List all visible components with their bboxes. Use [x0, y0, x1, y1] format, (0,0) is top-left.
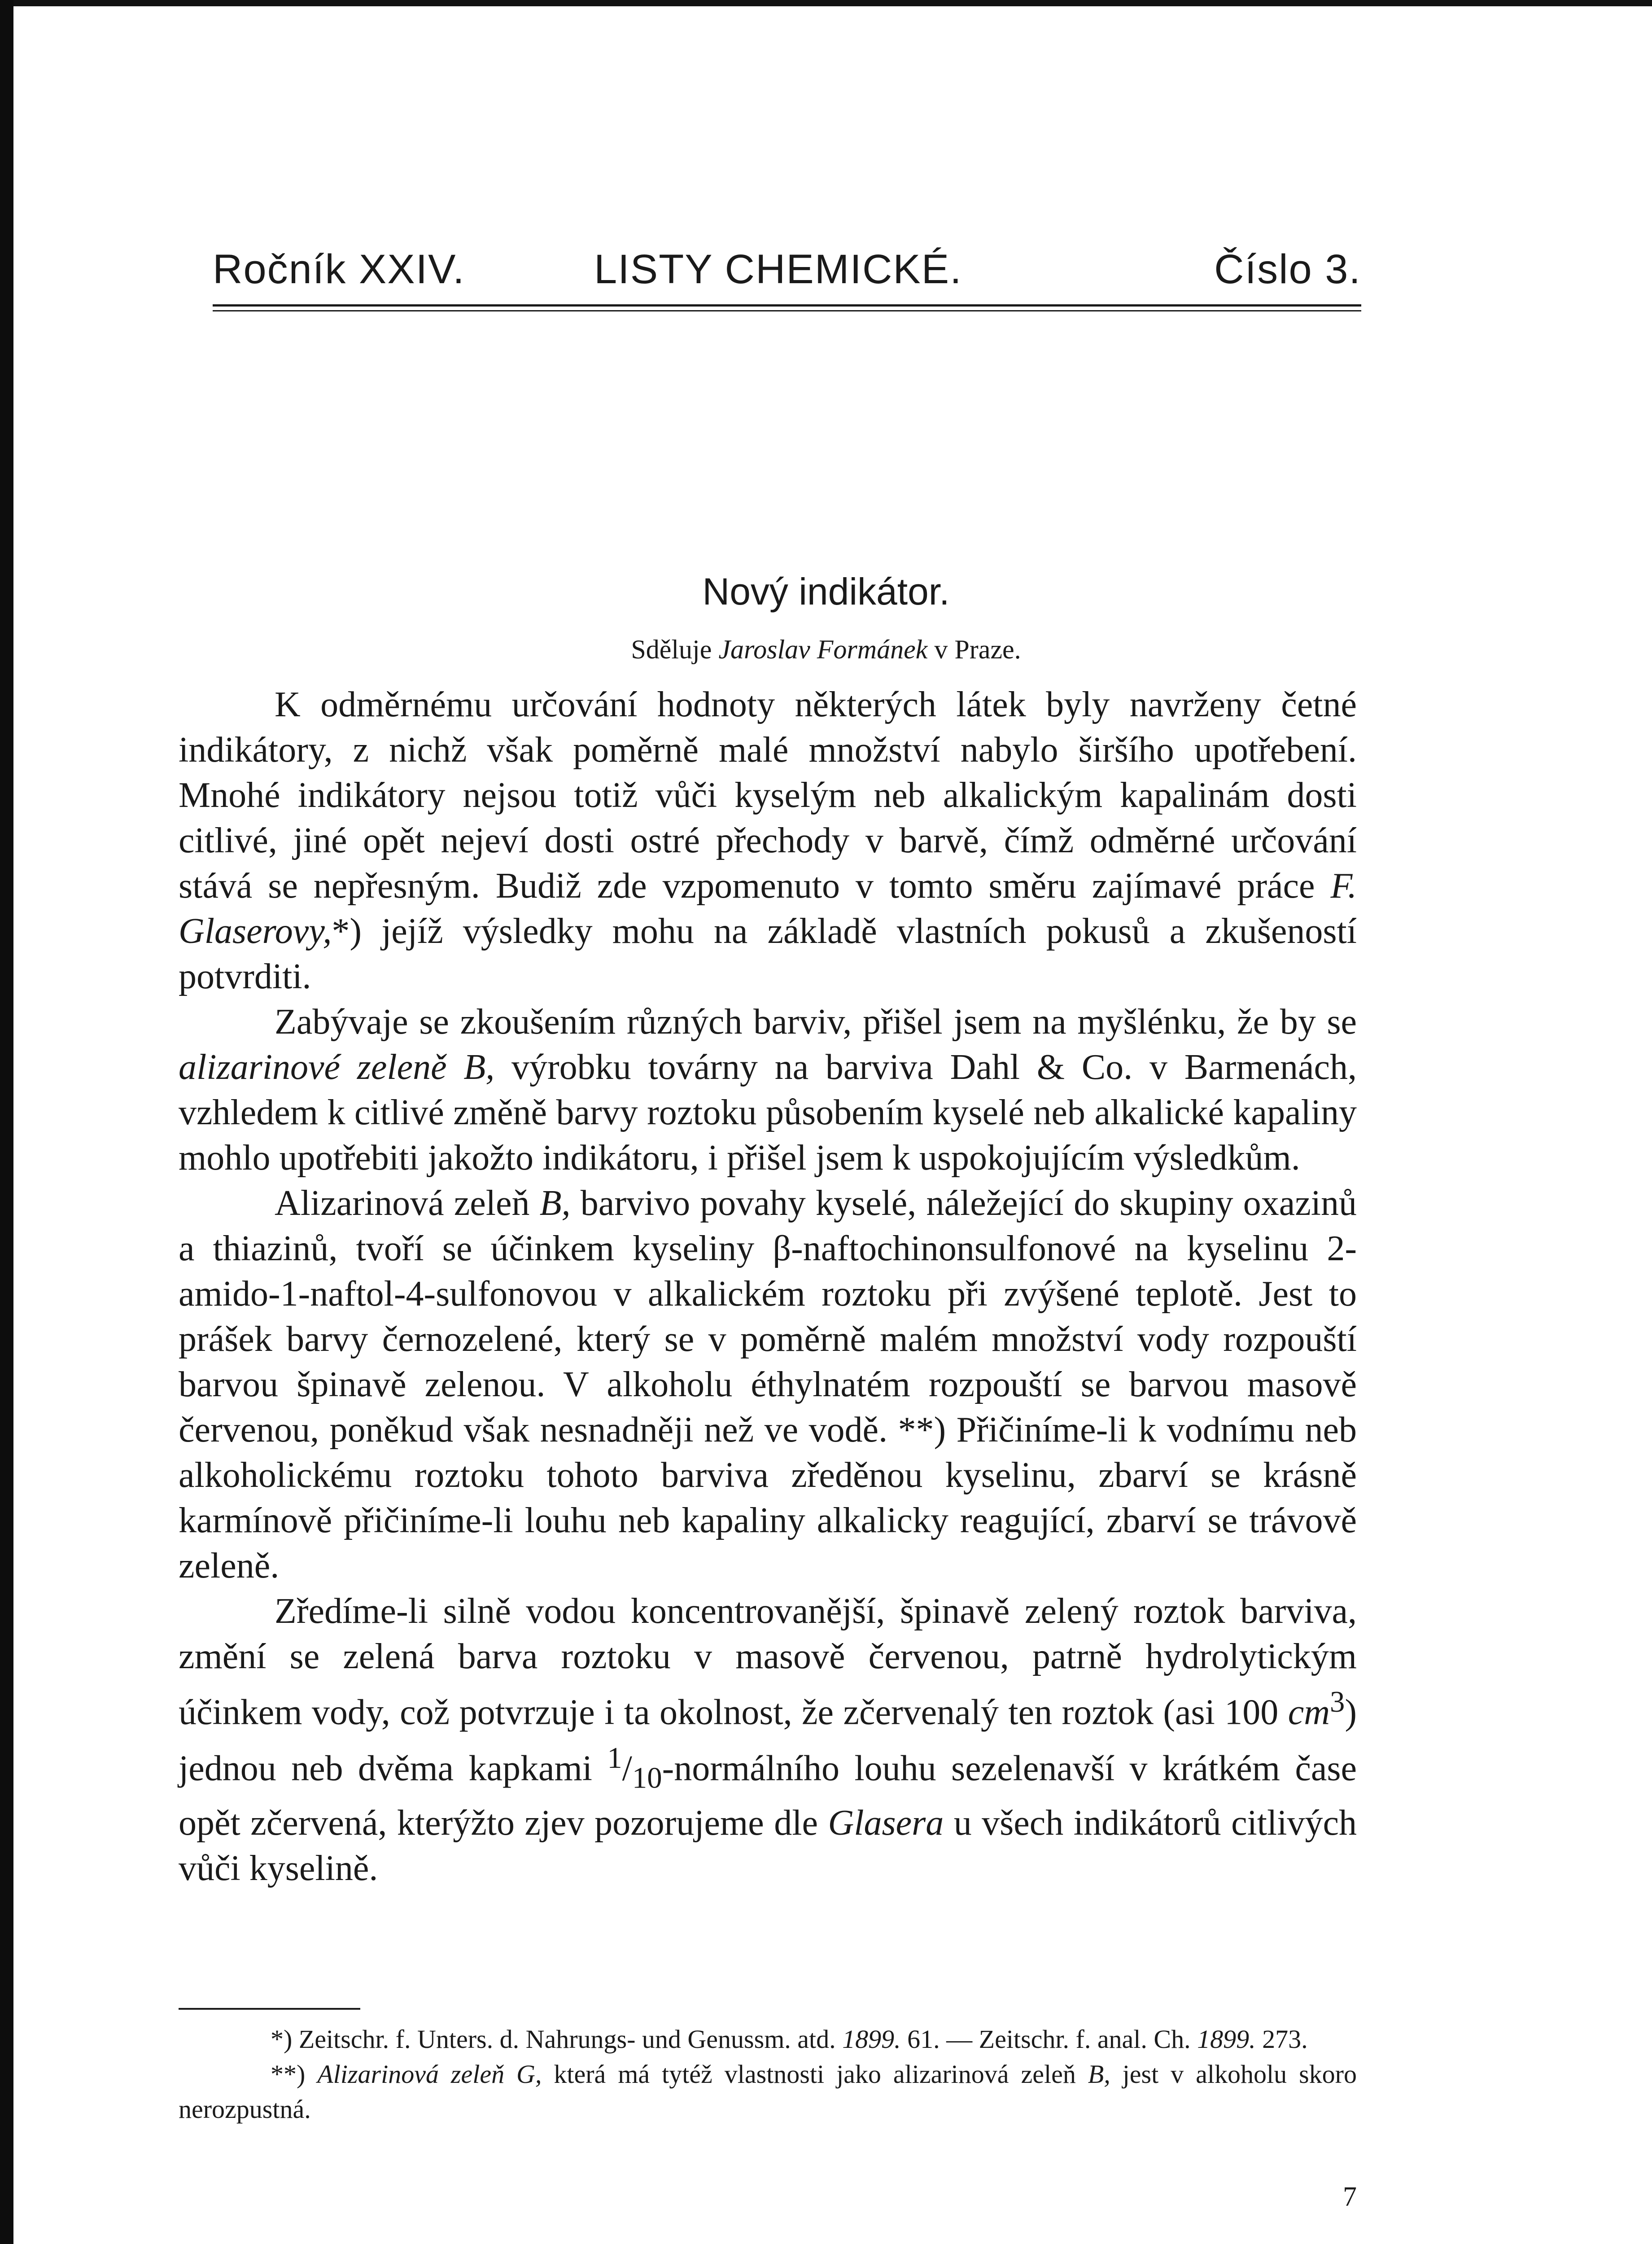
p4-italic: Glasera [828, 1803, 944, 1843]
p3-italic: B, [539, 1183, 571, 1223]
article-byline [0, 634, 1652, 665]
byline-suffix: v Praze. [927, 635, 1021, 664]
running-header [213, 246, 1361, 304]
article-title: Nový indikátor. [702, 570, 950, 613]
fn1-year-1: 1899. [842, 2025, 901, 2054]
p4-text-a: Zředíme-li silně vodou koncentrovanější, špinavě zelený roztok barviva, změní se zelená barva roztoku v masově červenou, patrně hydrolytickým účinkem vody, což potvrzuje i ta okolnost, že zčervenalý ten roztok (asi 100 [179, 1591, 1357, 1732]
p4-unit-exponent: 3 [1330, 1686, 1345, 1718]
p2-italic: alizarinové zeleně B, [179, 1047, 495, 1087]
header-rule-bottom [213, 310, 1361, 311]
paragraph-1 [179, 682, 1357, 999]
p4-text-d: u všech indikátorů citlivých vůči kyselině. [179, 1803, 1357, 1889]
p1-text-a: K odměrnému určování hodnoty některých látek byly navrženy četné indikátory, z nichž však poměrně malé množství nabylo širšího upotřebení. Mnohé indikátory nejsou totiž vůči kyselým neb alkalickým kapalinám dosti citlivé, jiné opět nejeví dosti ostré přechody v barvě, čímž odměrné určování stává se nepřesným. Budiž zde vzpomenuto v tomto směru zajímavé práce [179, 685, 1357, 906]
header-rule-top [213, 304, 1361, 307]
scan-edge-top [0, 0, 1652, 6]
p2-text-a: Zabývaje se zkoušením různých barviv, přišel jsem na myšlénku, že by se [275, 1002, 1357, 1042]
fn2-text-b: která má tytéž vlastnosti jako alizarinová zeleň [542, 2060, 1088, 2089]
fn2-italic-2: B, [1088, 2060, 1110, 2089]
fn1-year-2: 1899. [1197, 2025, 1256, 2054]
fn2-italic-1: Alizarinová zeleň G, [317, 2060, 542, 2089]
fn2-text-a: **) [271, 2060, 318, 2089]
p3-text-a: Alizarinová zeleň [275, 1183, 540, 1223]
byline-author: Jaroslav Formánek [718, 635, 928, 664]
fn1-text-a: *) Zeitschr. f. Unters. d. Nahrungs- und Genussm. atd. [271, 2025, 843, 2054]
footnotes [179, 2022, 1357, 2127]
p4-fraction-denominator: 10 [632, 1762, 662, 1795]
p1-text-b: *) jejíž výsledky mohu na základě vlastních pokusů a zkušeností potvrditi. [179, 912, 1357, 996]
footnote-separator [179, 2008, 360, 2010]
scan-edge-left [0, 0, 13, 2244]
article-body [179, 682, 1357, 1891]
p4-fraction-numerator: 1 [607, 1741, 622, 1775]
header-issue: Číslo 3. [1214, 246, 1361, 292]
paragraph-2 [179, 999, 1357, 1181]
fn1-text-b: 61. — Zeitschr. f. anal. Ch. [900, 2025, 1197, 2054]
p1-italic: F. Glaserovy, [179, 866, 1357, 951]
header-journal-title: LISTY CHEMICKÉ. [594, 246, 962, 292]
footnote-1 [179, 2022, 1357, 2057]
byline-prefix: Sděluje [631, 635, 719, 664]
header-volume: Ročník XXIV. [213, 246, 465, 292]
p2-text-b: výrobku továrny na barviva Dahl & Co. v Barmenách, vzhledem k citlivé změně barvy roztoku působením kyselé neb alkalické kapaliny mohlo upotřebiti jakožto indikátoru, i přišel jsem k uspokojujícím výsledkům. [179, 1047, 1357, 1178]
fn1-text-c: 273. [1255, 2025, 1308, 2054]
footnote-2 [179, 2057, 1357, 2127]
p4-unit: cm [1288, 1692, 1330, 1732]
p3-text-b: barvivo povahy kyselé, náležející do skupiny oxazinů a thiazinů, tvoří se účinkem kyseliny β-naftochinonsulfonové na kyselinu 2-amido-1-naftol-4-sulfonovou v alkalickém roztoku při zvýšené teplotě. Jest to prášek barvy černozelené, který se v poměrně malém množství vody rozpouští barvou špinavě zelenou. V alkoholu éthylnatém rozpouští se barvou masově červenou, poněkud však nesnadněji než ve vodě. **) Přičiníme-li k vodnímu neb alkoholickému roztoku tohoto barviva zředěnou kyselinu, zbarví se krásně karmínově přičiníme-li louhu neb kapaliny alkalicky reagující, zbarví se trávově zeleně. [179, 1183, 1357, 1586]
paragraph-4: Zředíme-li silně vodou koncentrovanější, špinavě zelený roztok barviva, změní se zelená barva roztoku v masově červenou, patrně hydrolytickým účinkem vody, což potvrzuje i ta okolnost, že zčervenalý ten roztok (asi 100 $cm^3$) jednou neb dvěma kapkami $^1/_{10}$-normálního louhu sezelenavší v krátkém čase opět zčervená, kterýžto zjev pozorujeme dle Glasera u všech indikátorů citlivých vůči kyselině. [179, 1591, 1357, 1889]
paragraph-3 [179, 1181, 1357, 1589]
page-number: 7 [1343, 2182, 1357, 2212]
p4-text-b: ) jednou neb dvěma kapkami [179, 1692, 1357, 1788]
p4-text-c: -normálního louhu sezelenavší v krátkém čase opět zčervená, kterýžto zjev pozorujeme dle [179, 1749, 1357, 1843]
fn2-text-c: jest v alkoholu skoro nerozpustná. [179, 2060, 1357, 2124]
